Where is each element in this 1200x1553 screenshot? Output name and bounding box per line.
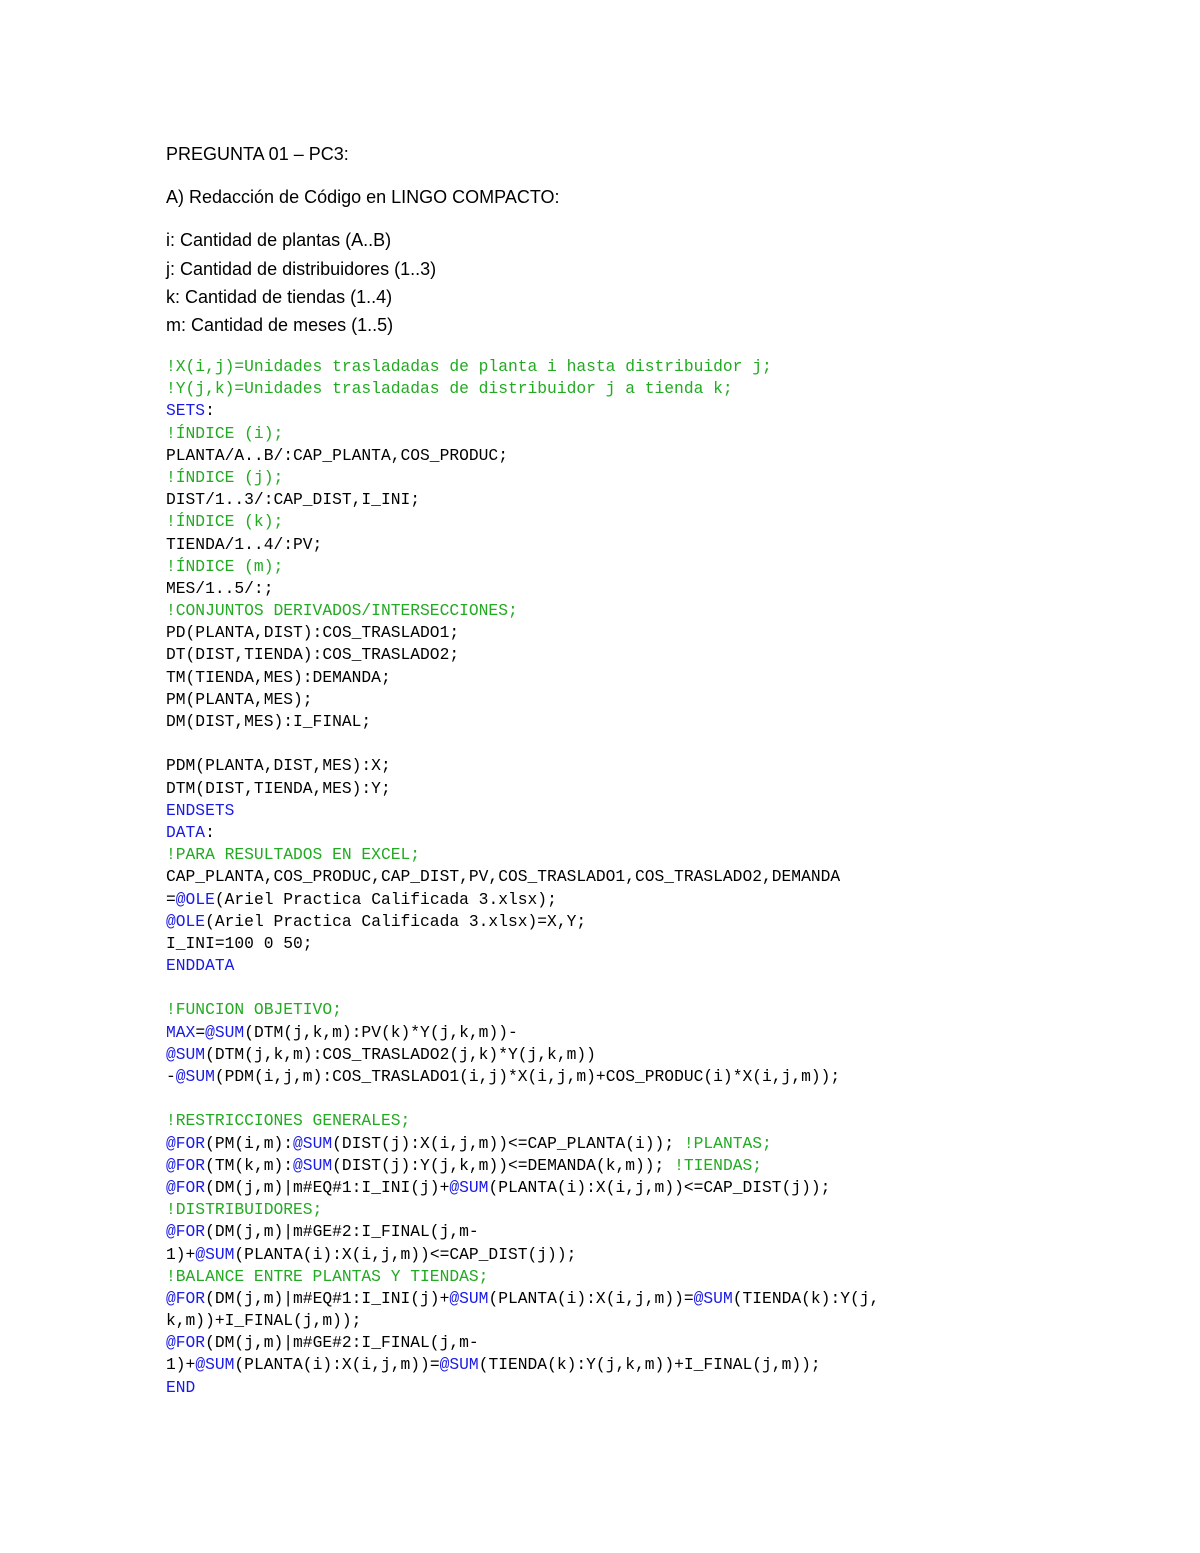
code-text: 1)+ (166, 1244, 196, 1264)
code-line (166, 933, 879, 955)
code-text: (Ariel Practica Calificada 3.xlsx); (214, 889, 557, 909)
code-line (166, 467, 879, 489)
code-line (166, 711, 879, 733)
code-line (166, 1066, 879, 1088)
code-text: (DTM(j,k,m):COS_TRASLADO2(j,k)*Y(j,k,m)) (205, 1044, 596, 1064)
code-text: DM(DIST,MES):I_FINAL; (166, 712, 372, 731)
code-text: TIENDA/1..4/:PV; (166, 534, 323, 554)
code-line (166, 1133, 879, 1155)
code-line (166, 778, 879, 800)
code-text: (DIST(j):X(i,j,m))<=CAP_PLANTA(i)); (332, 1133, 684, 1153)
code-text: (Ariel Practica Calificada 3.xlsx)=X,Y; (205, 911, 587, 931)
code-keyword: @FOR (166, 1288, 206, 1308)
code-text: (PLANTA(i):X(i,j,m))= (234, 1355, 440, 1375)
code-text: (DM(j,m)|m#EQ#1:I_INI(j)+ (205, 1288, 450, 1308)
code-text: PM(PLANTA,MES); (166, 689, 313, 709)
code-text: (DM(j,m)|m#GE#2:I_FINAL(j,m- (205, 1222, 479, 1242)
code-keyword: @OLE (166, 911, 206, 931)
code-text: : (205, 401, 215, 421)
code-text: k,m))+I_FINAL(j,m)); (166, 1311, 362, 1331)
code-line (166, 556, 879, 578)
code-line (166, 1377, 879, 1399)
code-line (166, 511, 879, 533)
code-line (166, 1332, 879, 1354)
code-keyword: @OLE (175, 889, 215, 909)
code-line (166, 889, 879, 911)
code-text: TM(TIENDA,MES):DEMANDA; (166, 667, 391, 687)
code-line (166, 999, 879, 1021)
code-text: PLANTA/A..B/:CAP_PLANTA,COS_PRODUC; (166, 445, 508, 465)
code-comment: !BALANCE ENTRE PLANTAS Y TIENDAS; (166, 1266, 489, 1286)
code-keyword: SETS (166, 401, 206, 421)
code-comment: !Y(j,k)=Unidades trasladadas de distribuidor j a tienda k; (166, 379, 733, 399)
code-line (166, 955, 879, 977)
code-keyword: @FOR (166, 1133, 206, 1153)
code-line (166, 578, 879, 600)
definition-k: k: Cantidad de tiendas (1..4) (166, 287, 393, 307)
code-line (166, 1221, 879, 1243)
code-comment: !CONJUNTOS DERIVADOS/INTERSECCIONES; (166, 601, 518, 621)
page-title: PREGUNTA 01 – PC3: (166, 144, 349, 164)
code-line (166, 1110, 879, 1132)
code-line (166, 622, 879, 644)
code-line (166, 800, 879, 822)
code-text: : (205, 822, 215, 842)
code-line (166, 356, 879, 378)
code-keyword: @SUM (449, 1288, 489, 1308)
code-line (166, 1266, 879, 1288)
code-text: (PLANTA(i):X(i,j,m))<=CAP_DIST(j)); (234, 1244, 577, 1264)
code-text: = (195, 1022, 206, 1042)
code-line (166, 644, 879, 666)
code-comment: !TIENDAS; (674, 1155, 763, 1175)
code-comment: !ÍNDICE (m); (166, 556, 284, 576)
definition-i: i: Cantidad de plantas (A..B) (166, 230, 392, 250)
code-comment: !ÍNDICE (k); (166, 512, 284, 532)
code-keyword: @FOR (166, 1177, 206, 1197)
code-comment: !FUNCION OBJETIVO; (166, 1000, 342, 1020)
code-text: (PLANTA(i):X(i,j,m))<=CAP_DIST(j)); (488, 1177, 831, 1197)
code-line (166, 667, 879, 689)
code-keyword: @SUM (439, 1355, 479, 1375)
code-text: = (166, 889, 176, 909)
code-line (166, 1177, 879, 1199)
code-line (166, 755, 879, 777)
code-text: DIST/1..3/:CAP_DIST,I_INI; (166, 490, 421, 510)
code-text: (DIST(j):Y(j,k,m))<=DEMANDA(k,m)); (332, 1155, 675, 1175)
code-line (166, 866, 879, 888)
definition-j: j: Cantidad de distribuidores (1..3) (166, 259, 437, 279)
code-line (166, 1199, 879, 1221)
code-comment: !X(i,j)=Unidades trasladadas de planta i hasta distribuidor j; (166, 357, 772, 376)
code-text: (DM(j,m)|m#EQ#1:I_INI(j)+ (205, 1177, 450, 1197)
code-comment: !DISTRIBUIDORES; (166, 1200, 323, 1220)
code-keyword: @SUM (449, 1177, 489, 1197)
code-keyword: @SUM (175, 1067, 215, 1086)
code-text: (PLANTA(i):X(i,j,m))= (488, 1288, 694, 1308)
code-text: (TIENDA(k):Y(j,k,m))+I_FINAL(j,m)); (478, 1355, 821, 1375)
code-keyword: @SUM (293, 1133, 333, 1153)
code-line (166, 822, 879, 844)
code-text: PDM(PLANTA,DIST,MES):X; (166, 756, 391, 776)
code-comment: !ÍNDICE (j); (166, 467, 284, 487)
code-text: I_INI=100 0 50; (166, 933, 313, 953)
code-line (166, 1288, 879, 1310)
code-line (166, 489, 879, 511)
code-comment: !PARA RESULTADOS EN EXCEL; (166, 845, 421, 865)
lingo-code-block (166, 356, 879, 1399)
code-keyword: @SUM (293, 1155, 333, 1175)
code-line (166, 911, 879, 933)
code-line (166, 977, 879, 999)
code-keyword: DATA (166, 822, 206, 842)
code-line (166, 400, 879, 422)
code-keyword: MAX (166, 1022, 196, 1042)
code-text: 1)+ (166, 1355, 196, 1375)
code-line (166, 689, 879, 711)
code-keyword: @SUM (195, 1244, 235, 1264)
code-line (166, 1310, 879, 1332)
code-keyword: @FOR (166, 1155, 206, 1175)
code-text: CAP_PLANTA,COS_PRODUC,CAP_DIST,PV,COS_TRASLADO1,COS_TRASLADO2,DEMANDA (166, 867, 841, 887)
code-keyword: @SUM (693, 1288, 733, 1308)
code-line (166, 1044, 879, 1066)
code-line (166, 1244, 879, 1266)
code-text: DTM(DIST,TIENDA,MES):Y; (166, 778, 391, 798)
code-keyword: @FOR (166, 1222, 206, 1242)
code-text: (DTM(j,k,m):PV(k)*Y(j,k,m))- (244, 1022, 518, 1042)
code-line (166, 1354, 879, 1376)
code-text: (DM(j,m)|m#GE#2:I_FINAL(j,m- (205, 1333, 479, 1353)
code-keyword: @SUM (195, 1355, 235, 1375)
page-subtitle: A) Redacción de Código en LINGO COMPACTO: (166, 187, 560, 207)
code-text: MES/1..5/:; (166, 578, 274, 598)
code-keyword: @SUM (205, 1022, 245, 1042)
code-comment: !PLANTAS; (683, 1133, 772, 1153)
code-text: (PM(i,m): (205, 1133, 294, 1153)
code-text: - (166, 1067, 176, 1086)
code-line (166, 445, 879, 467)
code-keyword: ENDDATA (166, 956, 235, 976)
code-line (166, 600, 879, 622)
code-keyword: @SUM (166, 1044, 206, 1064)
code-text: (TM(k,m): (205, 1155, 294, 1175)
code-text: DT(DIST,TIENDA):COS_TRASLADO2; (166, 645, 460, 665)
code-keyword: END (166, 1377, 196, 1397)
code-line (166, 378, 879, 400)
code-line (166, 733, 879, 755)
code-text: (TIENDA(k):Y(j, (732, 1288, 880, 1308)
code-keyword: ENDSETS (166, 800, 235, 820)
code-line (166, 423, 879, 445)
code-comment: !ÍNDICE (i); (166, 423, 284, 443)
code-keyword: @FOR (166, 1333, 206, 1353)
code-line (166, 1022, 879, 1044)
code-line (166, 1155, 879, 1177)
code-line (166, 534, 879, 556)
code-comment: !RESTRICCIONES GENERALES; (166, 1111, 411, 1131)
code-text: (PDM(i,j,m):COS_TRASLADO1(i,j)*X(i,j,m)+COS_PRODUC(i)*X(i,j,m)); (214, 1067, 841, 1086)
code-line (166, 844, 879, 866)
code-line (166, 1088, 879, 1110)
code-text: PD(PLANTA,DIST):COS_TRASLADO1; (166, 623, 460, 643)
definition-m: m: Cantidad de meses (1..5) (166, 315, 394, 335)
